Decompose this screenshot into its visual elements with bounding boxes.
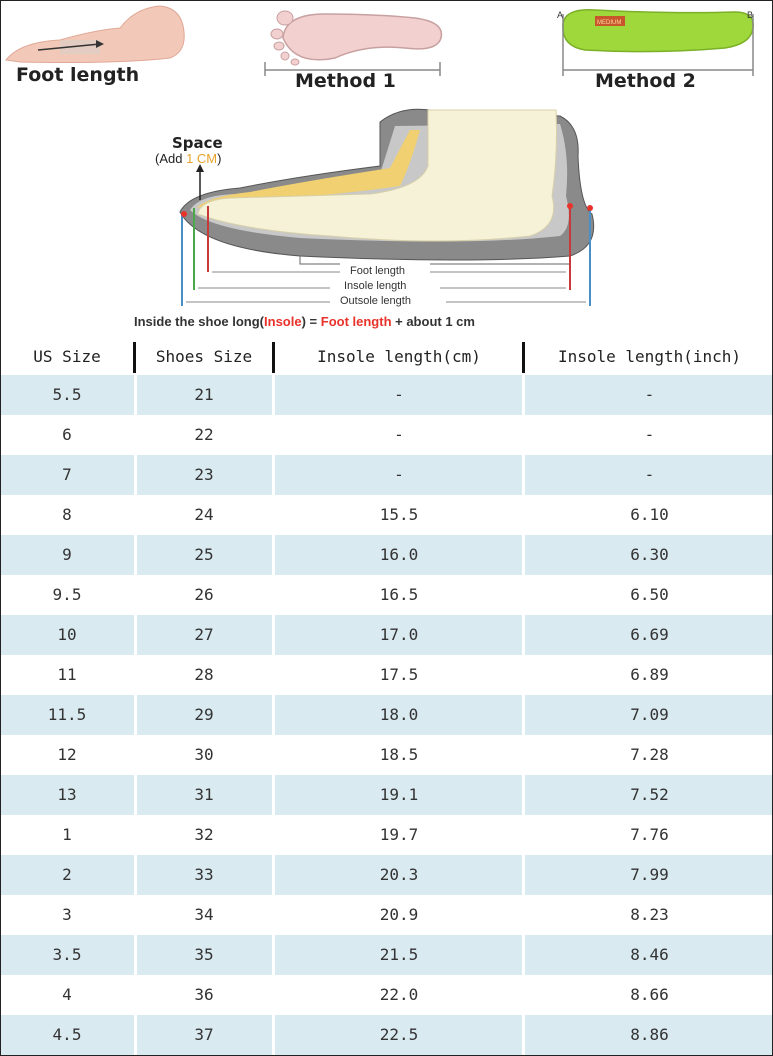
cell-insole-inch: 8.66: [630, 985, 669, 1004]
column-divider: [134, 775, 137, 815]
table-row: [0, 855, 773, 895]
column-divider: [272, 855, 275, 895]
cell-insole-cm: 20.3: [379, 865, 419, 884]
header-divider: [522, 342, 525, 373]
column-divider: [522, 855, 525, 895]
cell-insole-inch: 6.69: [630, 625, 669, 644]
cell-insole-cm: -: [394, 465, 404, 484]
column-divider: [134, 375, 137, 415]
insole-length-measure: Insole length: [344, 280, 407, 292]
cell-insole-inch: 8.46: [630, 945, 669, 964]
column-divider: [272, 455, 275, 495]
cell-insole-cm: 18.5: [379, 745, 419, 764]
cell-shoes-size: 23: [194, 465, 214, 484]
column-divider: [272, 935, 275, 975]
cell-us-size: 5.5: [52, 385, 82, 404]
cell-us-size: 10: [57, 625, 77, 644]
column-divider: [272, 735, 275, 775]
insole-stamp: MEDIUM: [597, 20, 622, 26]
method-1-label: Method 1: [295, 70, 396, 92]
cell-us-size: 6: [62, 425, 72, 444]
table-row: [0, 815, 773, 855]
header-us-size: US Size: [33, 347, 101, 366]
cell-us-size: 1: [62, 825, 72, 844]
cell-shoes-size: 24: [194, 505, 214, 524]
cell-insole-inch: -: [644, 425, 655, 444]
cell-insole-cm: 15.5: [379, 505, 419, 524]
table-row: [0, 775, 773, 815]
cell-us-size: 11: [57, 665, 77, 684]
header-insole-inch: Insole length(inch): [557, 347, 742, 366]
column-divider: [134, 415, 137, 455]
column-divider: [272, 975, 275, 1015]
column-divider: [134, 575, 137, 615]
column-divider: [522, 495, 525, 535]
header-shoes-size: Shoes Size: [155, 347, 253, 366]
cell-shoes-size: 33: [194, 865, 214, 884]
cell-insole-cm: 22.0: [379, 985, 419, 1004]
column-divider: [272, 895, 275, 935]
cell-shoes-size: 28: [194, 665, 214, 684]
column-divider: [134, 975, 137, 1015]
column-divider: [134, 855, 137, 895]
outsole-length-measure: Outsole length: [340, 295, 411, 307]
cell-insole-inch: 7.76: [630, 825, 669, 844]
cell-insole-inch: 6.50: [630, 585, 669, 604]
cell-insole-cm: 18.0: [379, 705, 419, 724]
cell-insole-inch: 8.23: [630, 905, 669, 924]
add-cm-note: [155, 151, 221, 166]
column-divider: [134, 495, 137, 535]
table-row: [0, 375, 773, 415]
column-divider: [522, 415, 525, 455]
column-divider: [134, 455, 137, 495]
table-row: [0, 415, 773, 455]
column-divider: [522, 935, 525, 975]
column-divider: [522, 735, 525, 775]
cell-insole-cm: -: [394, 385, 404, 404]
column-divider: [134, 735, 137, 775]
cell-shoes-size: 35: [194, 945, 214, 964]
cell-shoes-size: 30: [194, 745, 214, 764]
table-row: [0, 975, 773, 1015]
table-row: [0, 495, 773, 535]
cell-shoes-size: 37: [194, 1025, 214, 1044]
method-2-image: [555, 0, 765, 95]
column-divider: [522, 895, 525, 935]
caption-part1: Inside the shoe long(: [134, 314, 265, 329]
header-insole-cm: Insole length(cm): [317, 347, 481, 366]
cell-us-size: 12: [57, 745, 77, 764]
column-divider: [272, 415, 275, 455]
column-divider: [522, 375, 525, 415]
space-label: Space: [172, 134, 223, 152]
column-divider: [272, 655, 275, 695]
column-divider: [522, 535, 525, 575]
cell-insole-cm: 21.5: [379, 945, 419, 964]
cell-us-size: 8: [62, 505, 72, 524]
table-row: [0, 935, 773, 975]
table-row: [0, 615, 773, 655]
table-header: [0, 340, 773, 375]
cell-insole-inch: 6.30: [630, 545, 669, 564]
cell-us-size: 3: [62, 905, 72, 924]
caption-part3: + about 1 cm: [391, 314, 475, 329]
foot-length-measure: Foot length: [350, 265, 406, 277]
cell-shoes-size: 36: [194, 985, 214, 1004]
cell-insole-cm: 16.0: [379, 545, 419, 564]
cell-insole-cm: 19.7: [379, 825, 419, 844]
add-prefix: (Add: [155, 151, 187, 166]
cell-shoes-size: 22: [194, 425, 214, 444]
size-table: [0, 340, 773, 1055]
shoe-measurement-diagram: [0, 96, 773, 336]
column-divider: [522, 455, 525, 495]
cell-us-size: 13: [57, 785, 77, 804]
column-divider: [134, 535, 137, 575]
cell-shoes-size: 26: [194, 585, 214, 604]
column-divider: [272, 375, 275, 415]
column-divider: [522, 975, 525, 1015]
method-2-label: Method 2: [595, 70, 696, 92]
cell-shoes-size: 29: [194, 705, 214, 724]
table-row: [0, 575, 773, 615]
cell-us-size: 7: [62, 465, 72, 484]
cell-insole-cm: 17.5: [379, 665, 419, 684]
method-1-image: [255, 0, 455, 95]
foot-length-image: [0, 0, 200, 92]
caption-part2: ) =: [301, 314, 321, 329]
cell-insole-inch: 6.89: [630, 665, 669, 684]
diagram-caption: [134, 314, 475, 329]
column-divider: [272, 535, 275, 575]
cell-insole-cm: -: [394, 425, 404, 444]
table-row: [0, 535, 773, 575]
caption-insole: Insole: [264, 314, 302, 329]
column-divider: [134, 655, 137, 695]
column-divider: [134, 695, 137, 735]
cell-us-size: 4: [62, 985, 72, 1004]
column-divider: [134, 815, 137, 855]
cell-insole-cm: 17.0: [379, 625, 419, 644]
point-a-label: A: [557, 10, 564, 20]
column-divider: [134, 615, 137, 655]
cell-us-size: 3.5: [52, 945, 82, 964]
column-divider: [272, 615, 275, 655]
caption-foot: Foot length: [320, 314, 392, 329]
point-b-label: B: [747, 10, 754, 20]
cell-insole-inch: 7.99: [630, 865, 669, 884]
column-divider: [522, 695, 525, 735]
cell-shoes-size: 31: [194, 785, 214, 804]
table-row: [0, 735, 773, 775]
cell-insole-cm: 22.5: [379, 1025, 419, 1044]
column-divider: [134, 895, 137, 935]
cell-us-size: 2: [62, 865, 72, 884]
cell-shoes-size: 32: [194, 825, 214, 844]
add-value: 1 CM: [186, 151, 218, 166]
column-divider: [272, 695, 275, 735]
column-divider: [522, 815, 525, 855]
cell-insole-inch: 7.09: [630, 705, 669, 724]
column-divider: [522, 615, 525, 655]
table-row: [0, 655, 773, 695]
column-divider: [134, 935, 137, 975]
cell-us-size: 4.5: [52, 1025, 82, 1044]
column-divider: [272, 495, 275, 535]
cell-insole-cm: 20.9: [379, 905, 419, 924]
cell-shoes-size: 27: [194, 625, 214, 644]
column-divider: [522, 775, 525, 815]
foot-length-label: Foot length: [16, 64, 140, 86]
cell-shoes-size: 21: [194, 385, 214, 404]
table-row: [0, 895, 773, 935]
header-divider: [133, 342, 136, 373]
column-divider: [134, 1015, 137, 1055]
column-divider: [522, 655, 525, 695]
cell-insole-inch: 8.86: [630, 1025, 669, 1044]
table-body: [0, 375, 773, 1055]
cell-insole-cm: 19.1: [379, 785, 419, 804]
cell-insole-inch: -: [644, 465, 655, 484]
add-suffix: ): [217, 151, 222, 166]
header-divider: [272, 342, 275, 373]
column-divider: [272, 815, 275, 855]
cell-insole-inch: -: [644, 385, 655, 404]
cell-shoes-size: 34: [194, 905, 214, 924]
column-divider: [272, 1015, 275, 1055]
column-divider: [522, 575, 525, 615]
cell-insole-inch: 6.10: [630, 505, 669, 524]
column-divider: [272, 575, 275, 615]
cell-us-size: 11.5: [47, 705, 87, 724]
column-divider: [522, 1015, 525, 1055]
cell-shoes-size: 25: [194, 545, 214, 564]
table-row: [0, 695, 773, 735]
cell-insole-cm: 16.5: [379, 585, 419, 604]
cell-insole-inch: 7.28: [630, 745, 669, 764]
cell-us-size: 9: [62, 545, 72, 564]
column-divider: [272, 775, 275, 815]
table-row: [0, 1015, 773, 1055]
cell-us-size: 9.5: [52, 585, 82, 604]
cell-insole-inch: 7.52: [630, 785, 669, 804]
table-row: [0, 455, 773, 495]
